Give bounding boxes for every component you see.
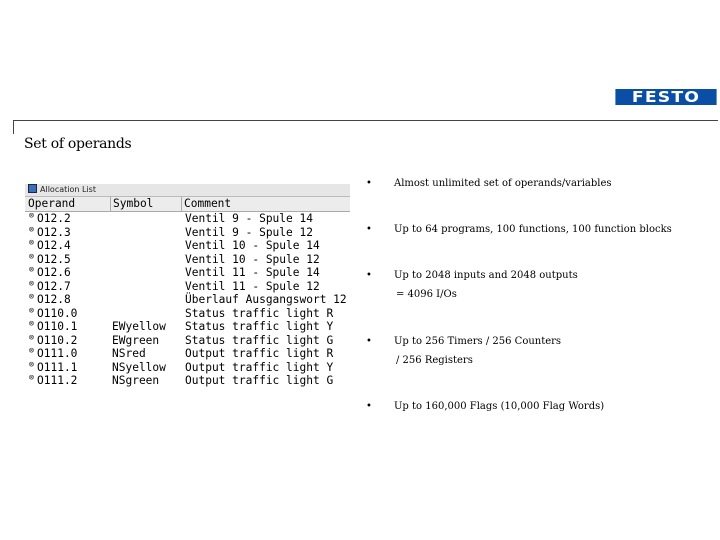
- operand-icon: ⊗: [28, 332, 35, 343]
- header-divider: [14, 120, 718, 121]
- comment-cell: Status traffic light G: [185, 333, 334, 347]
- page-title: Set of operands: [24, 136, 132, 152]
- allocation-list-title: Allocation List: [40, 185, 96, 194]
- symbol-cell: EWgreen: [112, 333, 160, 347]
- table-row[interactable]: [25, 334, 350, 348]
- bullet-dot: •: [366, 401, 372, 412]
- comment-cell: Ventil 9 - Spule 12: [185, 225, 313, 239]
- operand-icon: ⊗: [28, 211, 35, 221]
- comment-cell: Überlauf Ausgangswort 12: [185, 293, 347, 306]
- operand-cell: O111.1: [37, 360, 78, 374]
- symbol-cell: NSyellow: [112, 360, 166, 374]
- symbol-cell: EWyellow: [112, 320, 166, 333]
- operand-cell: O12.8: [37, 293, 71, 306]
- table-row[interactable]: [25, 280, 350, 294]
- allocation-list-titlebar: [25, 184, 350, 197]
- column-separator[interactable]: [110, 197, 111, 211]
- column-separator[interactable]: [181, 197, 182, 211]
- bullet-text: Up to 2048 inputs and 2048 outputs: [394, 270, 578, 281]
- operand-icon: ⊗: [28, 359, 35, 370]
- header-divider-tick: [13, 120, 14, 134]
- operand-cell: O111.2: [37, 374, 78, 387]
- table-row[interactable]: [25, 374, 350, 388]
- table-row[interactable]: [25, 320, 350, 334]
- operand-cell: O110.1: [37, 320, 78, 333]
- comment-cell: Ventil 11 - Spule 14: [185, 266, 320, 279]
- operand-icon: ⊗: [28, 238, 35, 248]
- comment-cell: Output traffic light Y: [185, 360, 334, 374]
- comment-cell: Ventil 10 - Spule 14: [185, 239, 320, 252]
- table-row[interactable]: [25, 253, 350, 267]
- table-row[interactable]: [25, 293, 350, 307]
- table-header: [25, 197, 350, 212]
- bullet-dot: •: [366, 178, 372, 189]
- comment-cell: Output traffic light R: [185, 347, 334, 360]
- bullet-text: Up to 160,000 Flags (10,000 Flag Words): [394, 401, 605, 412]
- window-icon: [28, 184, 37, 193]
- operand-icon: ⊗: [28, 292, 35, 302]
- bullet-text: Almost unlimited set of operands/variables: [394, 178, 612, 189]
- operand-icon: ⊗: [28, 346, 35, 356]
- operand-cell: O12.6: [37, 266, 71, 279]
- operand-cell: O12.5: [37, 252, 71, 266]
- bullet-text: Up to 64 programs, 100 functions, 100 function blocks: [394, 224, 672, 235]
- operand-cell: O12.7: [37, 279, 71, 293]
- comment-cell: Status traffic light R: [185, 306, 334, 320]
- operand-cell: O12.3: [37, 225, 71, 239]
- bullet-text-continued: = 4096 I/Os: [396, 289, 457, 300]
- bullet-dot: •: [366, 336, 372, 347]
- operand-cell: O111.0: [37, 347, 78, 360]
- comment-cell: Status traffic light Y: [185, 320, 334, 333]
- operand-icon: ⊗: [28, 251, 35, 262]
- table-row[interactable]: [25, 266, 350, 280]
- bullet-text: Up to 256 Timers / 256 Counters: [394, 336, 562, 347]
- operand-cell: O12.2: [37, 212, 71, 225]
- table-row[interactable]: [25, 239, 350, 253]
- table-row[interactable]: [25, 361, 350, 375]
- symbol-cell: NSgreen: [112, 374, 160, 387]
- column-header-operand[interactable]: Operand: [28, 197, 76, 210]
- table-row[interactable]: [25, 347, 350, 361]
- operand-icon: ⊗: [28, 278, 35, 289]
- operand-icon: ⊗: [28, 305, 35, 316]
- festo-logo: FESTO: [615, 89, 716, 105]
- comment-cell: Ventil 10 - Spule 12: [185, 252, 320, 266]
- bullet-text-continued: / 256 Registers: [396, 355, 473, 366]
- operand-cell: O12.4: [37, 239, 71, 252]
- allocation-list-window: [25, 184, 350, 390]
- table-row[interactable]: [25, 307, 350, 321]
- symbol-cell: NSred: [112, 347, 146, 360]
- table-row[interactable]: [25, 226, 350, 240]
- bullet-dot: •: [366, 224, 372, 235]
- bullet-dot: •: [366, 270, 372, 281]
- comment-cell: Ventil 11 - Spule 12: [185, 279, 320, 293]
- comment-cell: Output traffic light G: [185, 374, 334, 387]
- operand-icon: ⊗: [28, 224, 35, 235]
- operand-icon: ⊗: [28, 319, 35, 329]
- table-row[interactable]: [25, 212, 350, 226]
- operand-cell: O110.2: [37, 333, 78, 347]
- operand-icon: ⊗: [28, 373, 35, 383]
- comment-cell: Ventil 9 - Spule 14: [185, 212, 313, 225]
- column-header-symbol[interactable]: Symbol: [113, 197, 154, 210]
- operand-cell: O110.0: [37, 306, 78, 320]
- column-header-comment[interactable]: Comment: [184, 197, 232, 210]
- operand-icon: ⊗: [28, 265, 35, 275]
